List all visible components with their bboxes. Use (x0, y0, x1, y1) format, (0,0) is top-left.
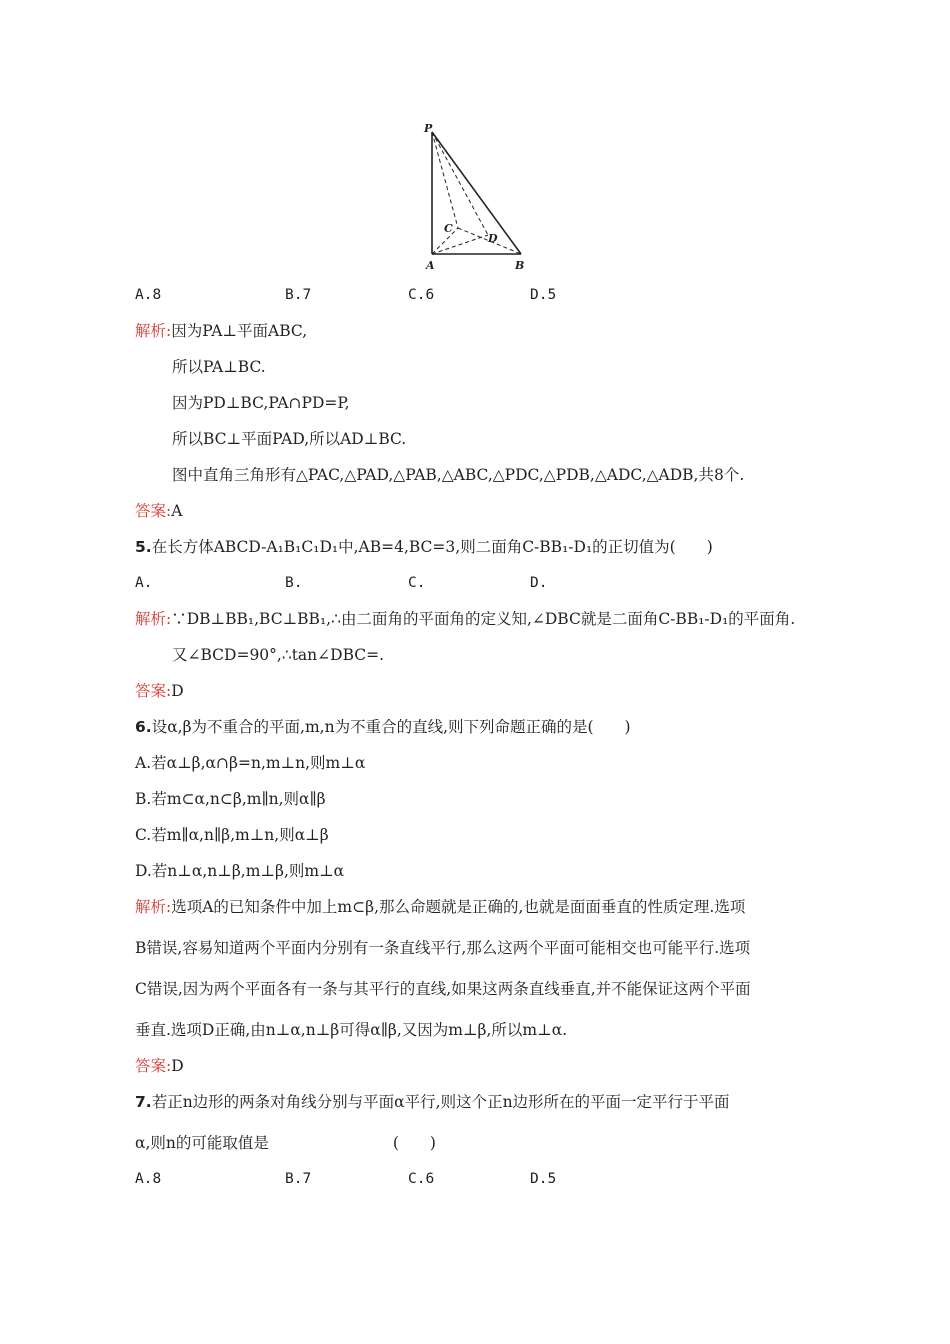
tetrahedron-figure (418, 118, 528, 276)
q4-analysis-line-2: 所以PA⊥BC. (172, 358, 266, 376)
q5-analysis-line-2: 又∠BCD=90°,∴tan∠DBC=. (172, 646, 385, 664)
q6-analysis-line-1: 选项A的已知条件中加上m⊂β,那么命题就是正确的,也就是面面垂直的性质定理.选项 (171, 898, 746, 916)
q6-answer (135, 1056, 184, 1076)
q6-answer-value: D (171, 1057, 184, 1075)
q5-analysis-first-line (135, 609, 795, 629)
label-P: P (424, 122, 433, 135)
q7-stem-line-1: 若正n边形的两条对角线分别与平面α平行,则这个正n边形所在的平面一定平行于平面 (151, 1093, 730, 1111)
q5-answer-label: 答案: (135, 682, 172, 700)
q7-option-b: B.7 (285, 1171, 312, 1187)
q4-option-b: B.7 (285, 287, 312, 303)
q5-stem-line (135, 537, 713, 557)
q4-analysis-line-4: 所以BC⊥平面PAD,所以AD⊥BC. (172, 430, 407, 448)
q6-analysis-first-line (135, 897, 745, 917)
label-C: C (444, 222, 453, 235)
edge-PC (432, 132, 458, 228)
q5-analysis-line-1: ∵DB⊥BB₁,BC⊥BB₁,∴由二面角的平面角的定义知,∠DBC就是二面角C-BB₁-D₁的平面角. (171, 610, 796, 628)
q5-answer-value: D (171, 682, 184, 700)
q5-option-c: C. (408, 575, 426, 591)
q4-answer-label: 答案: (135, 502, 172, 520)
q6-stem-line (135, 717, 631, 737)
edge-PD (432, 132, 488, 235)
q7-option-c: C.6 (408, 1171, 435, 1187)
edge-PB (432, 132, 521, 254)
q4-analysis-label: 解析: (135, 322, 172, 340)
q4-analysis-line-5: 图中直角三角形有△PAC,△PAD,△PAB,△ABC,△PDC,△PDB,△ADC,△ADB,共8个. (172, 466, 745, 484)
label-D: D (488, 232, 498, 245)
q5-option-b: B. (285, 575, 303, 591)
label-B: B (515, 259, 525, 272)
q6-stem: 设α,β为不重合的平面,m,n为不重合的直线,则下列命题正确的是( ) (151, 718, 631, 736)
q6-option-d: D.若n⊥α,n⊥β,m⊥β,则m⊥α (135, 862, 345, 880)
q7-option-d: D.5 (530, 1171, 557, 1187)
q4-answer (135, 501, 182, 521)
q7-stem-line-2: α,则n的可能取值是 ( ) (135, 1134, 436, 1152)
q5-option-a: A. (135, 575, 153, 591)
q6-analysis-line-2: B错误,容易知道两个平面内分别有一条直线平行,那么这两个平面可能相交也可能平行.选项 (135, 939, 751, 957)
q7-option-a: A.8 (135, 1171, 162, 1187)
q5-number: 5. (135, 538, 152, 556)
q4-analysis-first-line (135, 321, 307, 341)
q4-analysis-line-3: 因为PD⊥BC,PA∩PD=P, (172, 394, 350, 412)
q7-number: 7. (135, 1093, 152, 1111)
q7-stem-line-1-wrap (135, 1092, 730, 1112)
q4-option-c: C.6 (408, 287, 435, 303)
q5-analysis-label: 解析: (135, 610, 172, 628)
q4-option-d: D.5 (530, 287, 557, 303)
q6-option-c: C.若m∥α,n∥β,m⊥n,则α⊥β (135, 826, 329, 844)
q6-option-b: B.若m⊂α,n⊂β,m∥n,则α∥β (135, 790, 326, 808)
label-A: A (426, 259, 435, 272)
q4-option-a: A.8 (135, 287, 162, 303)
q4-analysis-line-1: 因为PA⊥平面ABC, (171, 322, 308, 340)
q5-answer (135, 681, 184, 701)
q5-option-d: D. (530, 575, 548, 591)
q5-stem: 在长方体ABCD-A₁B₁C₁D₁中,AB=4,BC=3,则二面角C-BB₁-D₁的正切值为( ) (151, 538, 713, 556)
q6-analysis-line-3: C错误,因为两个平面各有一条与其平行的直线,如果这两条直线垂直,并不能保证这两个平面 (135, 980, 751, 998)
q6-number: 6. (135, 718, 152, 736)
q4-answer-value: A (171, 502, 183, 520)
q6-answer-label: 答案: (135, 1057, 172, 1075)
q6-option-a: A.若α⊥β,α∩β=n,m⊥n,则m⊥α (135, 754, 366, 772)
q6-analysis-label: 解析: (135, 898, 172, 916)
q6-analysis-line-4: 垂直.选项D正确,由n⊥α,n⊥β可得α∥β,又因为m⊥β,所以m⊥α. (135, 1021, 568, 1039)
edge-AD (432, 235, 488, 254)
